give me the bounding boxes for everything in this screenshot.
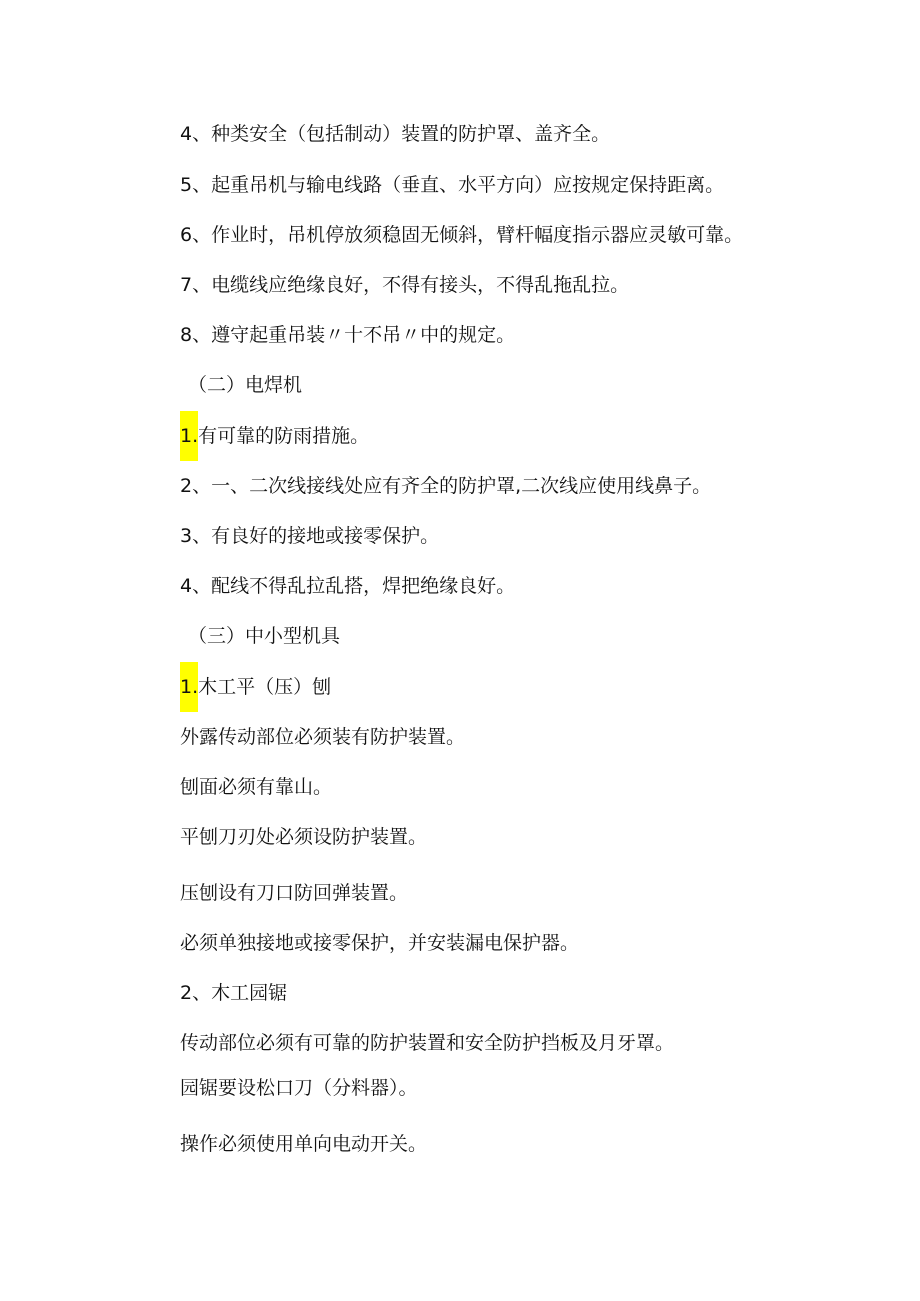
saw-line-2: 园锯要设松口刀（分料器）。: [180, 1077, 418, 1099]
saw-line-1: 传动部位必须有可靠的防护装置和安全防护挡板及月牙罩。: [180, 1032, 675, 1054]
highlight-marker: 1.: [180, 662, 198, 712]
welder-item-4: 4、配线不得乱拉乱搭，焊把绝缘良好。: [180, 575, 516, 597]
tools-item-1: [180, 674, 331, 700]
tools-item-2-title: 2、木工园锯: [180, 982, 288, 1004]
crane-item-6: 6、作业时，吊机停放须稳固无倾斜，臂杆幅度指示器应灵敏可靠。: [180, 224, 744, 246]
planer-line-4: 压刨设有刀口防回弹装置。: [180, 882, 409, 904]
crane-item-8: 8、遵守起重吊装〃十不吊〃中的规定。: [180, 324, 516, 346]
crane-item-7: 7、电缆线应绝缘良好，不得有接头，不得乱拖乱拉。: [180, 274, 630, 296]
crane-item-4: 4、种类安全（包括制动）装置的防护罩、盖齐全。: [180, 123, 611, 145]
crane-item-5: 5、起重吊机与输电线路（垂直、水平方向）应按规定保持距离。: [180, 174, 725, 196]
planer-line-3: 平刨刀刃处必须设防护装置。: [180, 826, 428, 848]
highlight-marker: 1.: [180, 411, 198, 461]
welder-item-1: [180, 423, 369, 449]
saw-line-3: 操作必须使用单向电动开关。: [180, 1133, 428, 1155]
welder-item-3: 3、有良好的接地或接零保护。: [180, 525, 440, 547]
planer-line-2: 刨面必须有靠山。: [180, 776, 333, 798]
planer-line-5: 必须单独接地或接零保护，并安装漏电保护器。: [180, 932, 580, 954]
welder-item-2: 2、一、二次线接线处应有齐全的防护罩,二次线应使用线鼻子。: [180, 475, 712, 497]
planer-line-1: 外露传动部位必须装有防护装置。: [180, 726, 466, 748]
tools-item-1-title: 木工平（压）刨: [198, 676, 332, 698]
section-heading-tools: （三）中小型机具: [188, 625, 341, 647]
section-heading-welder: （二）电焊机: [188, 374, 303, 396]
welder-item-1-text: 有可靠的防雨措施。: [198, 425, 370, 447]
